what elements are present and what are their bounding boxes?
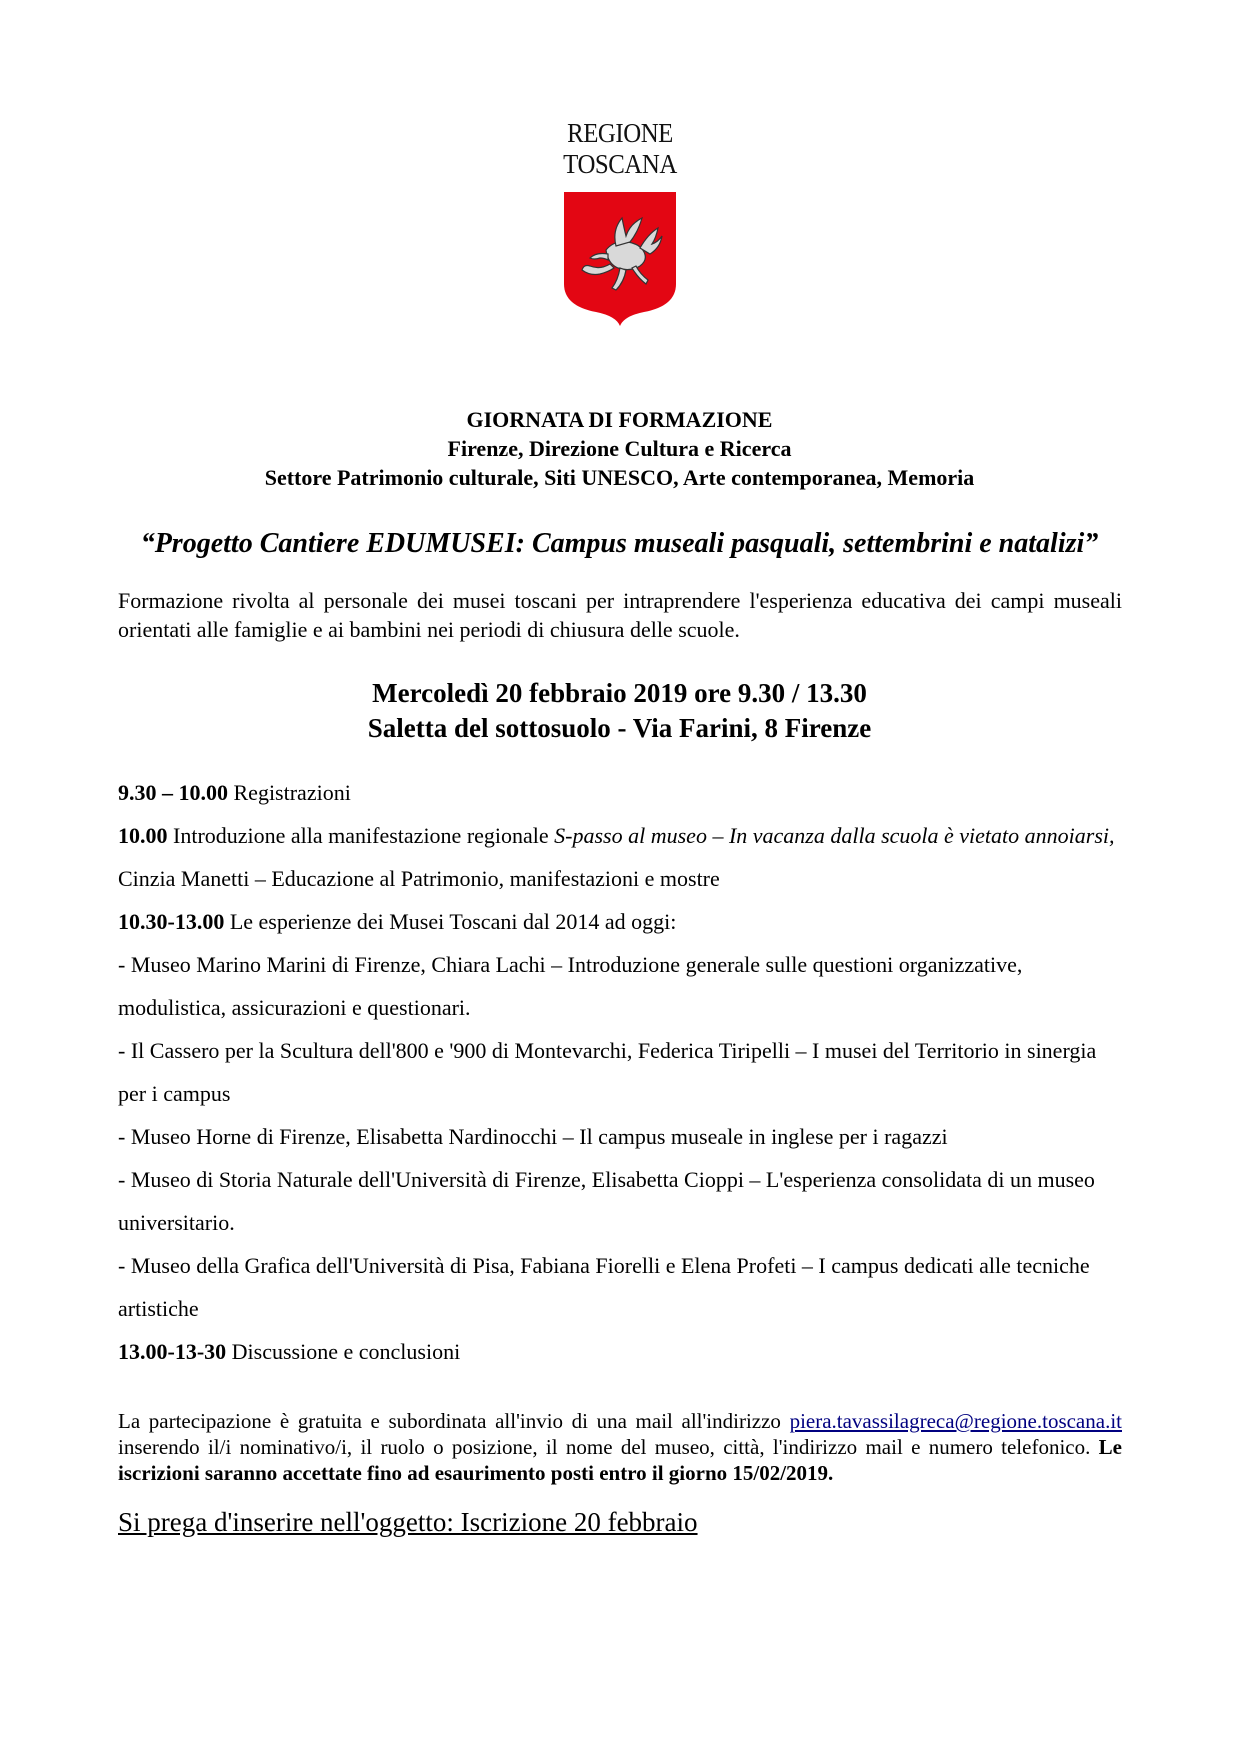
event-header (0, 405, 1239, 492)
event-date: Mercoledì 20 febbraio 2019 ore 9.30 / 13.30 (372, 678, 867, 708)
program-text: Cinzia Manetti – Educazione al Patrimonio, manifestazioni e mostre (118, 866, 720, 891)
footer-text: La partecipazione è gratuita e subordinata all'invio di una mail all'indirizzo (118, 1409, 790, 1433)
program-item (118, 771, 1122, 814)
registration-info (118, 1408, 1122, 1486)
intro-paragraph: Formazione rivolta al personale dei musei toscani per intraprendere l'esperienza educativa dei campi museali orientati alle famiglie e ai bambini nei periodi di chiusura delle scuole. (118, 588, 1122, 642)
program-time: 10.00 (118, 823, 168, 848)
email-link[interactable]: piera.tavassilagreca@regione.toscana.it (789, 1409, 1122, 1433)
program-time: 9.30 – 10.00 (118, 780, 228, 805)
event-place: Saletta del sottosuolo - Via Farini, 8 Firenze (367, 713, 872, 743)
regione-toscana-logo (555, 118, 685, 328)
program-text: Introduzione alla manifestazione regionale (167, 823, 555, 848)
program-subitem: - Museo Marino Marini di Firenze, Chiara Lachi – Introduzione generale sulle questioni organizzative, modulistica, assicurazioni e questionari. (118, 952, 1023, 1020)
header-title: GIORNATA DI FORMAZIONE (466, 407, 773, 432)
program-time: 10.30-13.00 (118, 909, 225, 934)
program-subitem: - Museo di Storia Naturale dell'Università di Firenze, Elisabetta Cioppi – L'esperienza consolidata di un museo universitario. (118, 1167, 1095, 1235)
program-item (118, 1330, 1122, 1373)
event-date-place (0, 676, 1239, 746)
project-title: “Progetto Cantiere EDUMUSEI: Campus museali pasquali, settembrini e natalizi” (140, 528, 1099, 559)
program-text: Discussione e conclusioni (226, 1339, 461, 1364)
program-subitem: - Museo Horne di Firenze, Elisabetta Nardinocchi – Il campus museale in inglese per i ragazzi (118, 1124, 948, 1149)
program-list (118, 771, 1122, 1373)
program-item (118, 900, 1122, 943)
pegasus-shield-icon (560, 188, 680, 328)
program-text-italic: S-passo al museo – In vacanza dalla scuola è vietato annoiarsi, (554, 823, 1115, 848)
program-subitem: - Il Cassero per la Scultura dell'800 e '900 di Montevarchi, Federica Tiripelli – I musei del Territorio in sinergia per i campus (118, 1038, 1097, 1106)
header-directorate: Firenze, Direzione Cultura e Ricerca (447, 436, 792, 461)
header-sector: Settore Patrimonio culturale, Siti UNESCO, Arte contemporanea, Memoria (264, 465, 975, 490)
subject-note: Si prega d'inserire nell'oggetto: Iscrizione 20 febbraio (118, 1507, 698, 1537)
logo-line-2: TOSCANA (563, 149, 677, 179)
program-item (118, 814, 1122, 900)
logo-line-1: REGIONE (567, 118, 673, 148)
footer-text: inserendo il/i nominativo/i, il ruolo o posizione, il nome del museo, città, l'indirizzo mail e numero telefonico. (118, 1435, 1099, 1459)
footer-deadline: Le iscrizioni saranno accettate fino ad esaurimento posti entro il giorno 15/02/2019. (118, 1435, 1122, 1485)
program-text: Le esperienze dei Musei Toscani dal 2014 ad oggi: (224, 909, 677, 934)
program-time: 13.00-13-30 (118, 1339, 227, 1364)
program-text: Registrazioni (228, 780, 351, 805)
program-subitem: - Museo della Grafica dell'Università di Pisa, Fabiana Fiorelli e Elena Profeti – I campus dedicati alle tecniche artistiche (118, 1253, 1090, 1321)
